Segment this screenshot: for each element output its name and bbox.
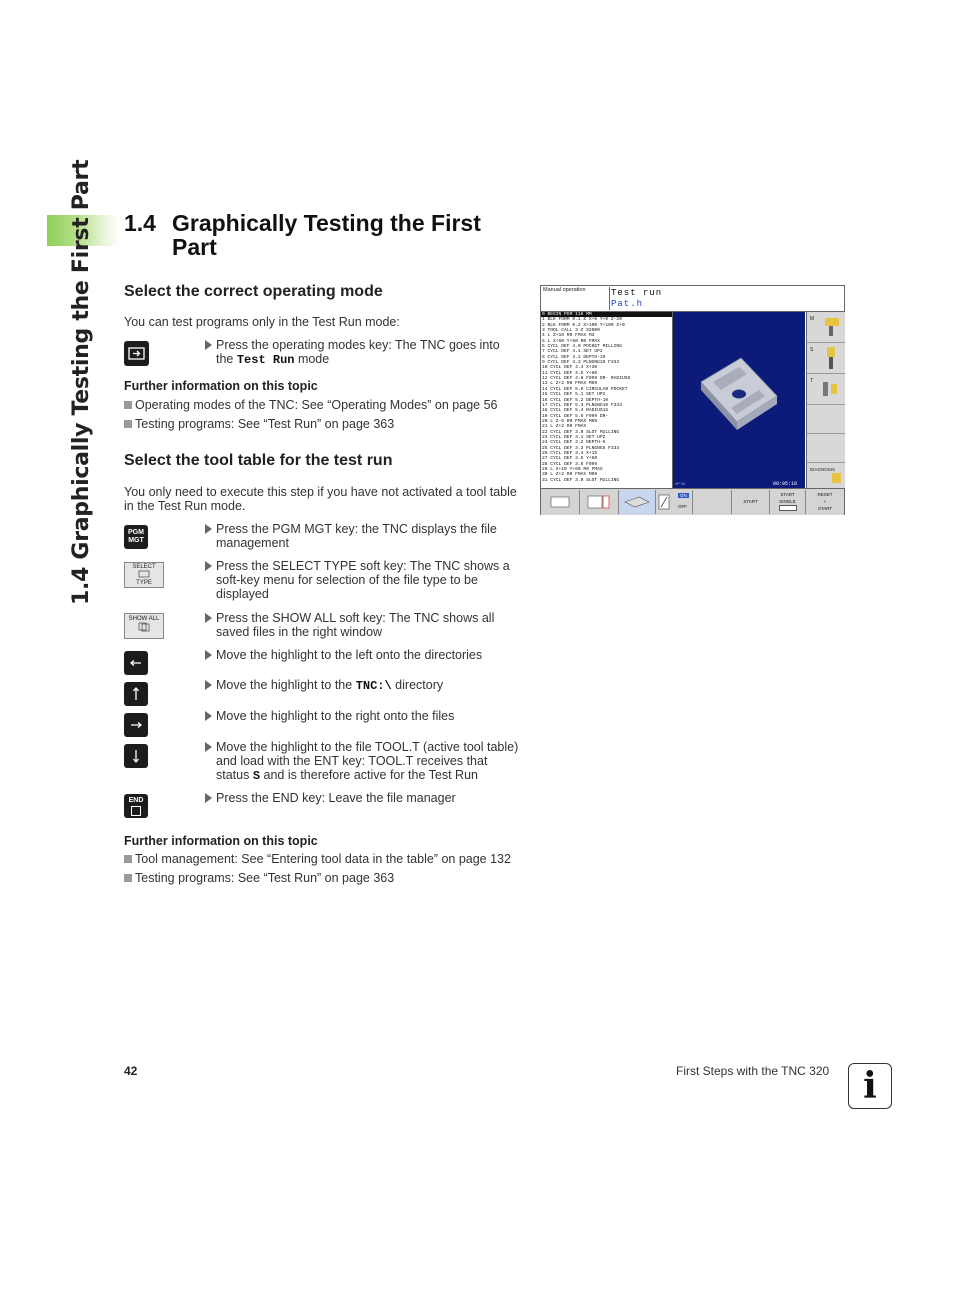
softkey-s[interactable]: S xyxy=(807,343,845,374)
softkey-start[interactable]: START xyxy=(732,490,770,514)
page-title xyxy=(124,211,524,259)
section-heading-tool-table: Select the tool table for the test run xyxy=(124,452,393,469)
softkey-onoff[interactable]: ON OFF xyxy=(656,490,693,514)
3d-view-icon xyxy=(619,490,655,514)
vertical-softkeys xyxy=(806,312,845,488)
program-line[interactable]: 27 CYCL DEF 3.5 Y+60 xyxy=(542,456,598,462)
plan-view-icon xyxy=(541,490,579,514)
further-info-item-3: Tool management: See “Entering tool data in the table” on page 132 xyxy=(124,852,524,866)
step-arrow-up: Move the highlight to the TNC:\ directory xyxy=(205,678,520,693)
triangle-bullet-icon xyxy=(205,680,212,690)
program-line[interactable]: 18 CYCL DEF 5.4 RADIUS15 xyxy=(542,408,609,414)
program-line[interactable]: 17 CYCL DEF 5.3 PLNGNG10 F333 xyxy=(542,402,622,408)
triangle-bullet-icon xyxy=(205,711,212,721)
program-line[interactable]: 28 CYCL DEF 3.6 F999 xyxy=(542,461,598,467)
program-line[interactable]: 22 CYCL DEF 3.0 SLOT MILLING xyxy=(542,429,620,435)
program-line[interactable]: 21 L Z+2 R0 FMAX xyxy=(542,424,587,430)
further-info-heading-2: Further information on this topic xyxy=(124,834,318,848)
simulation-graphic xyxy=(673,312,805,488)
title-line-1: Graphically Testing the First xyxy=(172,210,481,236)
program-line[interactable]: 19 CYCL DEF 5.5 F999 DR- xyxy=(542,413,609,419)
program-line[interactable]: 15 CYCL DEF 5.1 SET UP2 xyxy=(542,392,606,398)
select-type-softkey: SELECT TYPE xyxy=(124,562,164,588)
step-show-all: Press the SHOW ALL soft key: The TNC shows all saved files in the right window xyxy=(205,611,520,639)
triangle-bullet-icon xyxy=(205,793,212,803)
single-block-icon xyxy=(779,505,797,511)
footer-title: First Steps with the TNC 320 xyxy=(676,1064,830,1078)
program-line[interactable]: 0 BEGIN PGM 116 MM xyxy=(541,312,672,317)
triangle-bullet-icon xyxy=(205,613,212,623)
program-line[interactable]: 30 L Z+2 R0 FMAX M99 xyxy=(542,472,598,478)
arrow-down-key xyxy=(124,744,148,768)
program-line[interactable]: 6 CYCL DEF 4.0 POCKET MILLING xyxy=(542,344,622,350)
section-number: 1.4 xyxy=(124,210,156,236)
softkey-diagnosis[interactable]: DIAGNOSIS xyxy=(807,463,845,489)
arrow-left-key xyxy=(124,651,148,675)
program-line[interactable]: 7 CYCL DEF 4.1 SET UP2 xyxy=(542,349,603,355)
triangle-bullet-icon xyxy=(205,524,212,534)
file-icon xyxy=(137,570,151,578)
arrow-left-icon xyxy=(124,651,148,675)
program-line[interactable]: 10 CYCL DEF 4.4 X+30 xyxy=(542,365,598,371)
program-line[interactable]: 23 CYCL DEF 3.1 SET UP2 xyxy=(542,434,606,440)
section-heading-operating-mode: Select the correct operating mode xyxy=(124,283,383,300)
tnc-screenshot xyxy=(540,285,845,515)
arrow-right-key xyxy=(124,713,148,737)
square-bullet-icon xyxy=(124,874,132,882)
program-line[interactable]: 1 BLK FORM 0.1 Z X+0 Y+0 Z-20 xyxy=(542,317,622,323)
title-line-2: Part xyxy=(172,234,217,260)
screen-header xyxy=(541,286,844,312)
arrow-right-icon xyxy=(124,713,148,737)
section2-intro: You only need to execute this step if you have not activated a tool table in the Test Run mode. xyxy=(124,485,517,513)
triangle-bullet-icon xyxy=(205,561,212,571)
program-line[interactable]: 3 TOOL CALL 3 Z S2000 xyxy=(542,328,600,334)
softkey-m[interactable]: M xyxy=(807,312,845,343)
triangle-bullet-icon xyxy=(205,340,212,350)
softkey-view-1[interactable] xyxy=(541,490,580,514)
step-arrow-right: Move the highlight to the right onto the files xyxy=(205,709,520,723)
show-all-softkey: SHOW ALL xyxy=(124,613,164,639)
sidebar-chapter-title: 1.4 Graphically Testing the First Part xyxy=(69,159,94,605)
svg-text:0P 50: 0P 50 xyxy=(675,481,686,486)
arrow-up-key xyxy=(124,682,148,706)
program-line[interactable]: 29 L X+10 Y+60 R0 FMAX xyxy=(542,466,603,472)
softkey-empty-3[interactable] xyxy=(693,490,732,514)
program-line[interactable]: 12 CYCL DEF 4.6 F999 DR- RADIUS5 xyxy=(542,376,631,382)
softkey-view-2[interactable] xyxy=(580,490,619,514)
mode-arrow-icon xyxy=(124,341,149,366)
section1-intro: You can test programs only in the Test Run mode: xyxy=(124,315,400,329)
step-end-key: Press the END key: Leave the file manager xyxy=(205,791,520,805)
program-line[interactable]: 25 CYCL DEF 3.3 PLNGNG5 F333 xyxy=(542,445,620,451)
program-line[interactable]: 11 CYCL DEF 4.5 Y+60 xyxy=(542,370,598,376)
program-line[interactable]: 4 L Z+10 R0 FMAX M3 xyxy=(542,333,595,339)
square-bullet-icon xyxy=(124,420,132,428)
program-line[interactable]: 26 CYCL DEF 3.4 X+15 xyxy=(542,450,598,456)
arrow-down-icon xyxy=(124,744,148,768)
softkey-reset-start[interactable]: RESET + START xyxy=(817,492,833,511)
triangle-bullet-icon xyxy=(205,742,212,752)
program-line[interactable]: 8 CYCL DEF 4.2 DEPTH-10 xyxy=(542,354,606,360)
program-line[interactable]: 14 CYCL DEF 5.0 CIRCULAR POCKET xyxy=(542,386,628,392)
program-line[interactable]: 2 BLK FORM 0.2 X+100 Y+100 Z+0 xyxy=(542,322,625,328)
further-info-item-4: Testing programs: See “Test Run” on page 363 xyxy=(124,871,519,885)
info-icon: i xyxy=(848,1063,892,1109)
program-line[interactable]: 16 CYCL DEF 5.2 DEPTH-10 xyxy=(542,397,609,403)
program-line[interactable]: 31 CYCL DEF 3.0 SLOT MILLING xyxy=(542,477,620,483)
programming-mode-label: Test run xyxy=(611,288,663,298)
softkey-empty-1[interactable] xyxy=(807,405,845,434)
program-line[interactable]: 5 L X+50 Y+50 R0 FMAX xyxy=(542,338,600,344)
program-file-name: Pat.h xyxy=(611,299,644,309)
program-listing xyxy=(541,312,673,488)
step-select-type: Press the SELECT TYPE soft key: The TNC shows a soft-key menu for selection of the file type to be displayed xyxy=(205,559,520,601)
step-pgm-mgt: Press the PGM MGT key: the TNC displays the file management xyxy=(205,522,520,550)
end-key: END xyxy=(124,794,148,818)
horizontal-softkeys xyxy=(541,488,844,515)
three-plane-view-icon xyxy=(580,490,618,514)
arrow-up-icon xyxy=(124,682,148,706)
softkey-start-single[interactable]: START SINGLE xyxy=(770,490,806,514)
pgm-mgt-key: PGM MGT xyxy=(124,525,148,549)
operating-mode-key xyxy=(124,341,149,366)
step-arrow-left: Move the highlight to the left onto the directories xyxy=(205,648,520,662)
triangle-bullet-icon xyxy=(205,650,212,660)
further-info-item-1: Operating modes of the TNC: See “Operating Modes” on page 56 xyxy=(124,398,519,412)
square-bullet-icon xyxy=(124,855,132,863)
square-bullet-icon xyxy=(124,401,132,409)
further-info-heading-1: Further information on this topic xyxy=(124,379,318,393)
softkey-t[interactable]: T xyxy=(807,374,845,405)
step-operating-mode: Press the operating modes key: The TNC goes into the Test Run mode xyxy=(205,338,520,367)
program-line[interactable]: 13 L Z+2 R0 FMAX M99 xyxy=(542,381,598,387)
softkey-empty-2[interactable] xyxy=(807,434,845,463)
files-icon xyxy=(136,622,152,632)
further-info-item-2: Testing programs: See “Test Run” on page 363 xyxy=(124,417,519,431)
step-arrow-down: Move the highlight to the file TOOL.T (active tool table) and load with the ENT key: TOOL.T receives that status S and is therefore active for the Test Run xyxy=(205,740,520,783)
program-line[interactable]: 20 L Z-5 R0 FMAX M99 xyxy=(542,418,598,424)
svg-text:00:05:18: 00:05:18 xyxy=(773,481,798,487)
workpiece-graphic xyxy=(673,312,805,488)
program-line[interactable]: 24 CYCL DEF 3.2 DEPTH-5 xyxy=(542,440,606,446)
square-icon xyxy=(131,806,141,816)
program-line[interactable]: 9 CYCL DEF 4.3 PLNGNG10 F333 xyxy=(542,360,620,366)
machine-mode-label: Manual operation xyxy=(543,287,610,310)
softkey-view-3d[interactable] xyxy=(619,490,656,514)
page-number: 42 xyxy=(124,1064,138,1078)
